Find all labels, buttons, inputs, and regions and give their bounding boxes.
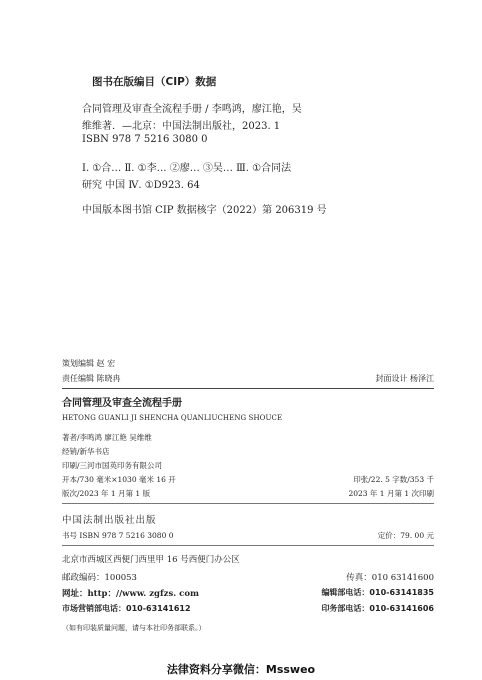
book-edition: 版次/2023 年 1 月第 1 版	[62, 489, 151, 498]
cip-library-record: 中国版本图书馆 CIP 数据核字（2022）第 206319 号	[82, 205, 327, 216]
publisher-quality-note: （如有印装质量问题，请与本社印务部联系。）	[62, 624, 206, 632]
cip-entry-line1: 合同管理及审查全流程手册 / 李鸣鸿，廖江艳，吴	[82, 104, 302, 115]
publisher-price: 定价：79. 00 元	[377, 531, 434, 540]
publisher-editorial-phone: 编辑部电话：010-63141835	[321, 588, 434, 597]
publisher-fax: 传真：010 63141600	[346, 573, 434, 583]
publisher-printing-dept-phone: 印务部电话：010-63141606	[321, 604, 434, 613]
publisher-address: 北京市西城区西便门西里甲 16 号西便门办公区	[62, 555, 240, 565]
book-title: 合同管理及审查全流程手册	[62, 398, 182, 409]
planning-editor: 策划编辑 赵 宏	[62, 359, 116, 368]
cover-design: 封面设计 杨泽江	[375, 374, 434, 383]
divider-top	[62, 388, 434, 389]
publisher-marketing-phone: 市场营销部电话：010-63141612	[62, 604, 191, 613]
publisher-website: 网址：http：//www. zgfzs. com	[62, 589, 199, 599]
cip-entry-line2: 维维著．—北京：中国法制出版社，2023. 1	[82, 121, 281, 132]
divider-middle	[62, 503, 434, 504]
book-sheets-words: 印张/22. 5 字数/353 千	[353, 475, 434, 484]
publisher-book-no: 书号 ISBN 978 7 5216 3080 0	[62, 531, 174, 540]
book-distributor: 经销/新华书店	[62, 447, 110, 456]
book-format: 开本/730 毫米×1030 毫米 16 开	[62, 475, 176, 484]
cip-heading: 图书在版编目（CIP）数据	[92, 76, 217, 88]
responsible-editor: 责任编辑 陈晓冉	[62, 374, 121, 383]
cip-subject-line1: Ⅰ. ①合… Ⅱ. ①李… ②廖… ③吴… Ⅲ. ①合同法	[82, 163, 292, 174]
book-authors: 著者/李鸣鸿 廖江艳 吴维维	[62, 433, 152, 442]
publisher-name: 中国法制出版社出版	[62, 515, 157, 526]
publisher-postcode: 邮政编码：100053	[62, 573, 137, 583]
footer-watermark-text: 法律资料分享微信：Mssweo	[166, 663, 316, 676]
book-printer: 印刷/三河市国英印务有限公司	[62, 461, 163, 470]
book-printing: 2023 年 1 月第 1 次印刷	[348, 489, 434, 498]
cip-isbn: ISBN 978 7 5216 3080 0	[82, 134, 208, 145]
divider-lower	[62, 545, 434, 546]
book-pinyin: HETONG GUANLI JI SHENCHA QUANLIUCHENG SHOUCE	[62, 414, 283, 422]
cip-subject-line2: 研究 中国 Ⅳ. ①D923. 64	[82, 180, 200, 191]
